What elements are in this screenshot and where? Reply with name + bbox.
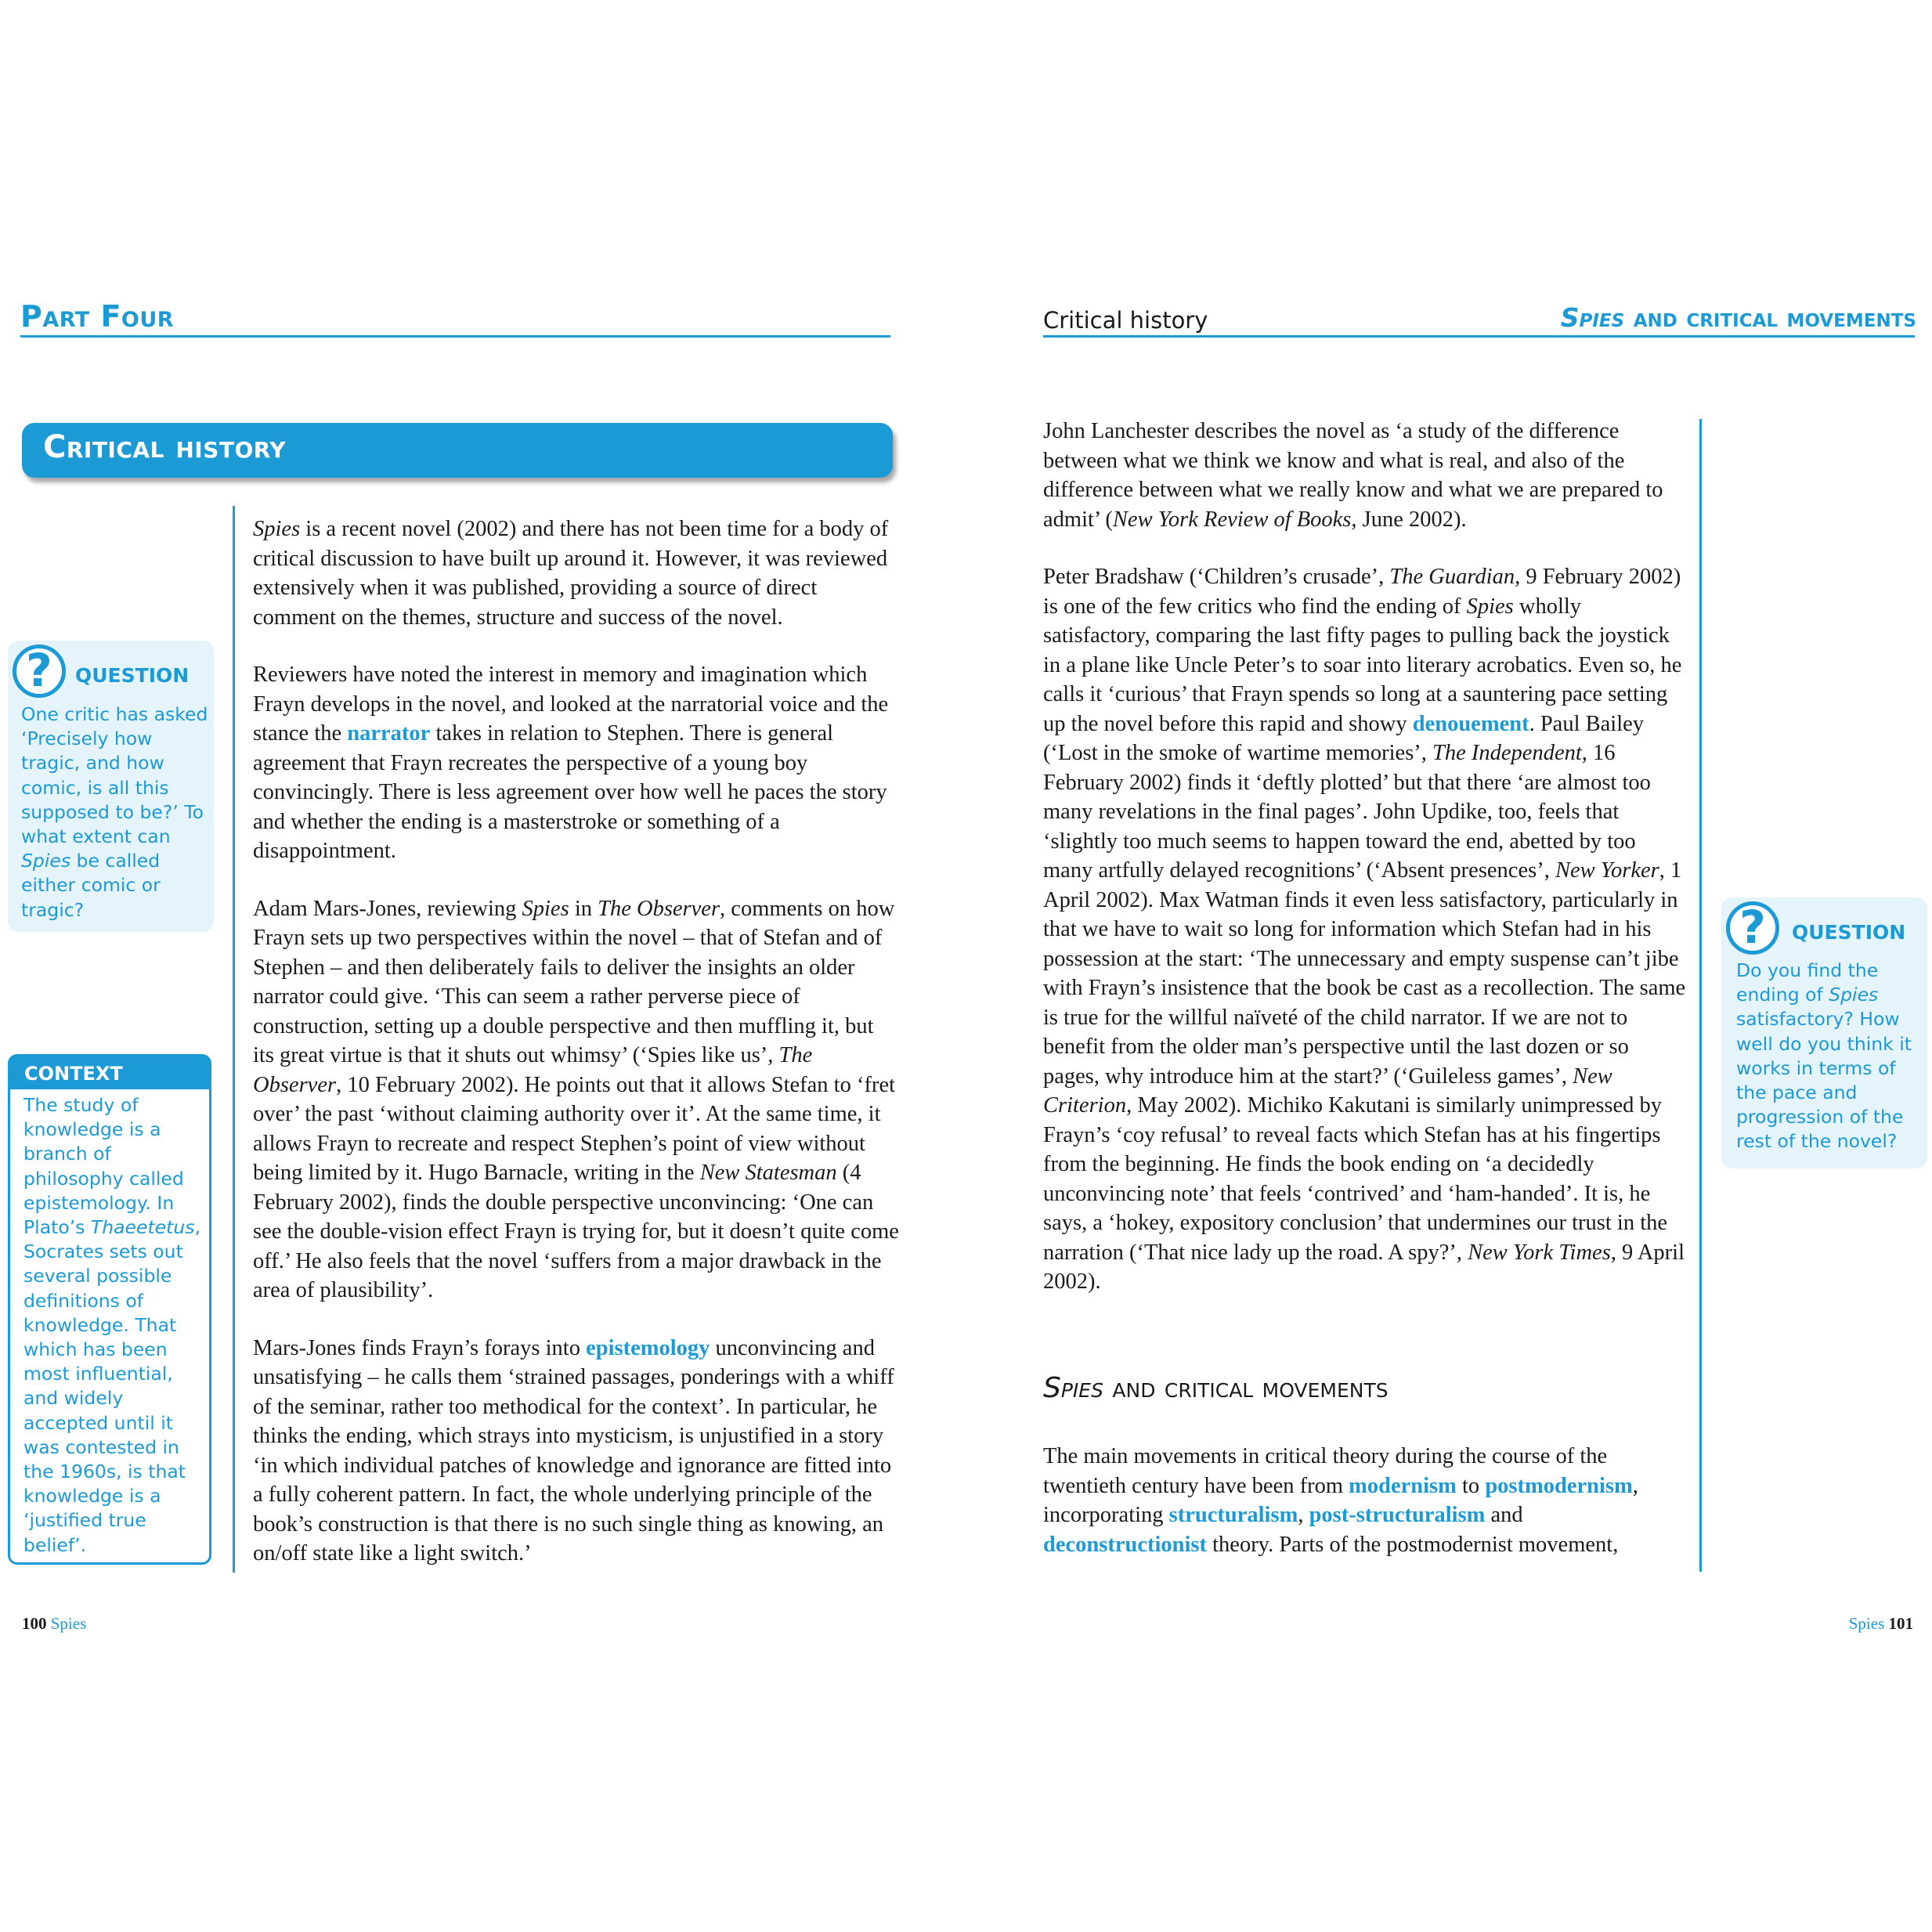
- glossary-term[interactable]: structuralism: [1168, 1503, 1298, 1527]
- paragraph: Peter Bradshaw (‘Children’s crusade’, The Guardian, 9 February 2002) is one of the few critics who find the ending of Spies wholly satisfactory, comparing the last fifty pages to pulling back the joystick in a plane like Uncle Peter’s to soar into literary acrobatics. Even so, he calls it ‘curious’ that Frayn spends so long at a sauntering pace setting up the novel before this rapid and showy denouement. Paul Bailey (‘Lost in the smoke of wartime memories’, The Independent, 16 February 2002) finds it ‘deftly plotted’ but that there ‘are almost too many revelations in the final pages’. John Updike, too, feels that ‘slightly too much seems to happen toward the end, abetted by too many artfully delayed recognitions’ (‘Absent presences’, New Yorker, 1 April 2002). Max Watman finds it even less satisfactory, particularly in that we have to wait so long for information which Stefan had in his possession at the start: ‘The unnecessary and empty suspense can’t jibe with Frayn’s insistence that the book be cast as a recollection. The same is true for the willful naïveté of the child narrator. If we are not to benefit from the older man’s perspective until the last dozen or so pages, why introduce him at the start?’ (‘Guileless games’, New Criterion, May 2002). Michiko Kakutani is similarly unimpressed by Frayn’s ‘coy refusal’ to reveal facts which Stefan has at his fingertips from the beginning. He finds the book ending on ‘a decidedly unconvincing note’ that feels ‘contrived’ and ‘ham-handed’. It is, he says, a ‘hokey, expository conclusion’ that undermines our trust in the narration (‘That nice lady up the road. A spy?’, New York Times, 9 April 2002).: [1043, 565, 1686, 1294]
- glossary-term[interactable]: modernism: [1349, 1473, 1457, 1498]
- paragraph: The main movements in critical theory during the course of the twentieth century have been from modernism to postmodernism, incorporating structuralism, post-structuralism and deconstructionist theory. Parts of the postmodernist movement,: [1043, 1444, 1638, 1557]
- body-text-right: [1043, 417, 1689, 1325]
- paragraph: Spies is a recent novel (2002) and there has not been time for a body of critical discussion to have built up around it. However, it was reviewed extensively when it was published, providing a source of direct comment on the themes, structure and success of the novel.: [253, 517, 889, 630]
- page-number-right: 101: [1888, 1614, 1913, 1633]
- column-rule-left: [233, 506, 235, 1573]
- glossary-term[interactable]: postmodernism: [1485, 1473, 1633, 1498]
- paragraph: Mars-Jones finds Frayn’s forays into epistemology unconvincing and unsatisfying – he calls them ‘strained passages, ponderings with a whiff of the seminar, rather too methodical for the context’. In particular, he thinks the ending, which strays into mysticism, is unjustified in a story ‘in which individual patches of knowledge and ignorance are fitted into a fully coherent pattern. In fact, the whole underlying principle of the book’s construction is that there is no such single thing as knowing, an on/off state like a light switch.’: [253, 1335, 894, 1565]
- question-label: QUESTION: [1792, 921, 1906, 944]
- glossary-term[interactable]: denouement: [1412, 711, 1529, 736]
- folio-title-right: Spies: [1848, 1614, 1885, 1633]
- glossary-term[interactable]: narrator: [347, 721, 431, 746]
- folio-right: [1849, 1614, 1913, 1634]
- question-mark-icon: ?: [1726, 901, 1779, 955]
- question-box-right: [1721, 897, 1927, 1168]
- paragraph: John Lanchester describes the novel as ‘a study of the difference between what we think we know and what is real, and also of the difference between what we really know and what we are prepared to admit’ (New York Review of Books, June 2002).: [1043, 419, 1663, 532]
- paragraph: Adam Mars-Jones, reviewing Spies in The Observer, comments on how Frayn sets up two perspectives within the novel – that of Stefan and of Stephen – and then deliberately fails to deliver the insights an older narrator could give. ‘This can seem a rather perverse piece of construction, setting up a double perspective and then muffling it, but its great virtue is that it shuts out whimsy’ (‘Spies like us’, The Observer, 10 February 2002). He points out that it allows Stefan to ‘fret over’ the past ‘without claiming authority over it’. At the same time, it allows Frayn to recreate and respect Stephen’s point of view without being limited by it. Hugo Barnacle, writing in the New Statesman (4 February 2002), finds the double perspective unconvincing: ‘One can see the double-vision effect Frayn is trying for, but it doesn’t quite come off.’ He also feels that the novel ‘suffers from a major drawback in the area of plausibility’.: [253, 896, 899, 1302]
- section-banner: [22, 423, 893, 478]
- question-label: QUESTION: [75, 664, 190, 687]
- running-head-right: Spies and critical movements: [1560, 302, 1916, 333]
- body-text-right-2: [1043, 1442, 1689, 1587]
- running-head-rule-left: [20, 335, 890, 338]
- glossary-term[interactable]: post-structuralism: [1309, 1503, 1486, 1527]
- paragraph: Reviewers have noted the interest in memory and imagination which Frayn develops in the novel, and looked at the narratorial voice and the stance the narrator takes in relation to Stephen. There is general agreement that Frayn recreates the perspective of a young boy convincingly. There is less agreement over how well he paces the story and whether the ending is a masterstroke or something of a disappointment.: [253, 663, 889, 863]
- question-box-left: [8, 641, 214, 932]
- context-box: [8, 1054, 211, 1565]
- context-label: CONTEXT: [24, 1063, 123, 1085]
- running-head-left: Part Four: [20, 299, 175, 334]
- running-head-rule-right: [1043, 335, 1915, 338]
- context-text: The study of knowledge is a branch of philosophy called epistemology. In Plato’s Thaeetetus, Socrates sets out several possible definitions of knowledge. That which has been most influential, and widely accepted until it was contested in the 1960s, is that knowledge is a ‘justified true belief’.: [23, 1094, 200, 1556]
- subheading: Spies and critical movements: [1043, 1372, 1389, 1404]
- glossary-term[interactable]: epistemology: [586, 1335, 710, 1360]
- section-banner-title: Critical history: [43, 429, 287, 465]
- question-mark-icon: ?: [13, 645, 66, 698]
- column-rule-right: [1699, 419, 1702, 1572]
- folio-left: [22, 1614, 86, 1634]
- running-head-section: Critical history: [1043, 307, 1208, 334]
- glossary-term[interactable]: deconstructionist: [1043, 1532, 1207, 1557]
- page-number-left: 100: [22, 1614, 47, 1633]
- folio-title-left: Spies: [50, 1614, 87, 1633]
- question-text: Do you find the ending of Spies satisfactory? How well do you think it works in terms of the pace and progression of the rest of the novel?: [1736, 959, 1912, 1153]
- body-text-left: [253, 515, 899, 1597]
- context-header: [10, 1056, 209, 1089]
- question-text: One critic has asked ‘Precisely how tragic, and how comic, is all this supposed to be?’ To what extent can Spies be called either comic or tragic?: [21, 703, 208, 921]
